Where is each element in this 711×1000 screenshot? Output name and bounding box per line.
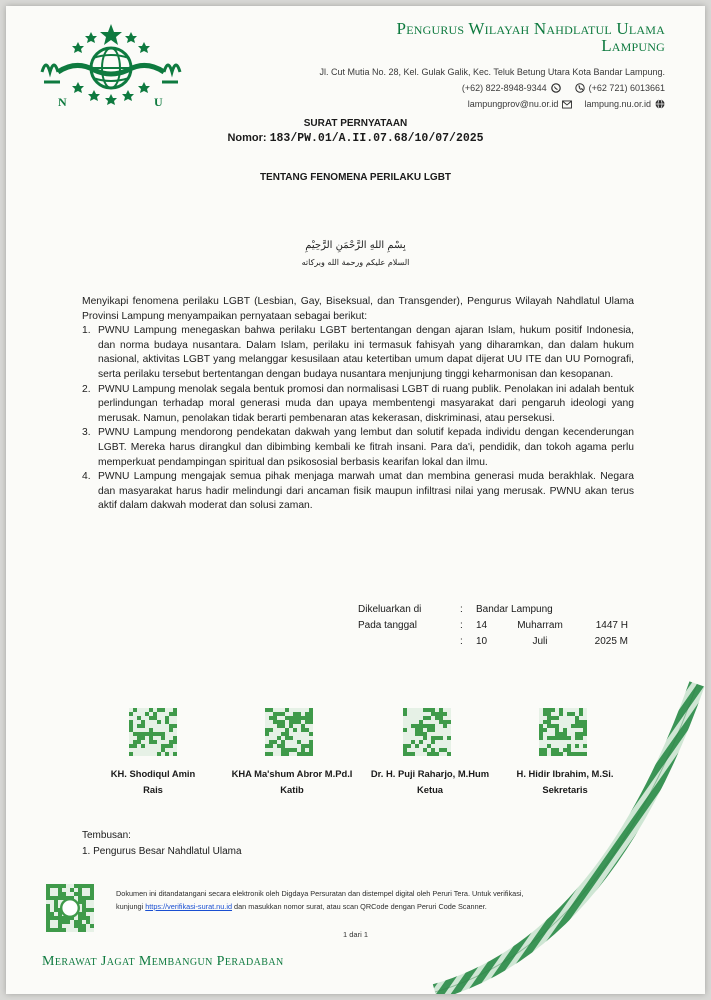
- globe-icon: [655, 99, 665, 109]
- nu-logo: [36, 20, 186, 110]
- issued-place: Bandar Lampung: [476, 604, 553, 615]
- hijri-month: Muharram: [517, 620, 563, 631]
- letter-page: [6, 6, 705, 994]
- statement-point: 2. PWNU Lampung menolak segala bentuk promosi dan normalisasi LGBT di ruang publik. Penolakan ini adalah bentuk perlindungan terhadap moral generasi muda dan upaya membentengi masyarakat dari pengaruh ideologi yang merusak. Namun, penolakan tidak berarti pembenaran atas kekerasan, diskriminasi, atau persekusi.: [82, 383, 634, 424]
- doc-number: [6, 132, 705, 145]
- phone-mobile: (+62) 822-8948-9344: [461, 83, 547, 93]
- org-address: [319, 64, 665, 112]
- svg-text:N: N: [58, 95, 67, 109]
- signatory-rais: KH. Shodiqul Amin Rais: [110, 768, 196, 795]
- page-number: 1 dari 1: [342, 930, 369, 939]
- salam: السلام عليكم ورحمة الله وبركاته: [301, 258, 410, 267]
- verification-qr-code: [46, 884, 94, 932]
- statement-intro: Menyikapi fenomena perilaku LGBT (Lesbian, Gay, Biseksual, dan Transgender), Pengurus Wilayah Nahdlatul Ulama Provinsi Lampung menyampaikan pernyataan sebagai berikut:: [82, 296, 634, 322]
- signature-qr-code: [265, 708, 313, 756]
- hijri-year: 1447 H: [595, 620, 628, 631]
- greg-month: Juli: [532, 636, 548, 647]
- doc-type: SURAT PERNYATAAN: [303, 118, 408, 129]
- tagline: Merawat Jagat Membangun Peradaban: [42, 954, 284, 969]
- issued-months: [508, 618, 572, 650]
- statement-point: 1. PWNU Lampung menegaskan bahwa perilaku LGBT bertentangan dengan ajaran Islam, hukum positif Indonesia, dan norma budaya nusantara. Dalam Islam, perilaku ini termasuk fahisyah yang diharamkan, dan dalam hukum nasional, aktivitas LGBT yang melanggar kesusilaan atau ketertiban umum dapat dijerat UU ITE dan UU Pornografi, serta perilaku tersebut bertentangan dengan budaya nusantara menjunjung tinggi keharmonisan dan kesopanan.: [82, 325, 634, 380]
- statement-point: 4. PWNU Lampung mengajak semua pihak menjaga marwah umat dan membina generasi muda berakhlak. Negara dan masyarakat harus hadir melindungi dari ancaman fisik maupun infiltrasi nilai yang merusak. PWNU akan terus aktif dalam dakwah moderat dan solusi zaman.: [82, 471, 634, 512]
- email-icon: [562, 99, 572, 109]
- issued-years: [580, 618, 628, 650]
- org-name: [397, 20, 665, 54]
- hijri-day: 14: [476, 620, 488, 631]
- signatory-katib: KHA Ma'shum Abror M.Pd.I Katib: [231, 768, 353, 795]
- org-name-line2: Lampung: [601, 36, 665, 55]
- greg-day: 10: [476, 636, 488, 647]
- statement-point: 3. PWNU Lampung mendorong pendekatan dakwah yang lembut dan solutif kepada individu dengan kecenderungan LGBT. Mereka harus dirangkul dan dibimbing kembali ke fitrah insani. Para da'i, pendidik, dan tokoh agama perlu memperkuat pendampingan spiritual dan psikososial berbasis kearifan lokal dan ilmu.: [82, 427, 634, 468]
- tembusan-label: Tembusan:: [82, 830, 131, 841]
- basmala: بِسْمِ اللهِ الرَّحْمَنِ الرَّحِيْمِ: [305, 240, 406, 251]
- issued-labels: [358, 602, 421, 634]
- issued-date-label: Pada tanggal: [358, 620, 417, 631]
- verification-note: Dokumen ini ditandatangani secara elektronik oleh Digdaya Persuratan dan distempel digital oleh Peruri Tera. Untuk verifikasi, kunjungi https://verifikasi-surat.nu.id dan masukkan nomor surat, atau scan QRCode dengan Peruri Code Scanner.: [116, 889, 524, 911]
- signatory-sekretaris: H. Hidir Ibrahim, M.Si. Sekretaris: [516, 768, 614, 795]
- tembusan: [82, 828, 242, 860]
- rope-ornament: [405, 674, 705, 994]
- phone-office: (+62 721) 6013661: [588, 83, 665, 93]
- statement-body: [82, 295, 634, 514]
- greg-year: 2025 M: [594, 636, 628, 647]
- signatory-ketua: Dr. H. Puji Raharjo, M.Hum Ketua: [370, 768, 490, 795]
- signature-qr-code: [129, 708, 177, 756]
- website: lampung.nu.or.id: [584, 99, 651, 109]
- doc-number-label: Nomor:: [227, 132, 267, 144]
- svg-text:U: U: [154, 95, 163, 109]
- email-address: lampungprov@nu.or.id: [467, 99, 559, 109]
- phone-icon: [575, 83, 585, 93]
- verification-link[interactable]: https://verifikasi-surat.nu.id: [145, 902, 233, 911]
- org-name-line1: Pengurus Wilayah Nahdlatul Ulama: [396, 19, 665, 38]
- tembusan-item: 1. Pengurus Besar Nahdlatul Ulama: [82, 846, 242, 857]
- issued-place-label: Dikeluarkan di: [358, 604, 422, 615]
- phone-row: [319, 80, 665, 96]
- whatsapp-icon: [551, 83, 561, 93]
- issued-colons: : : :: [460, 604, 463, 647]
- statement-points: [82, 324, 634, 514]
- doc-number-value: 183/PW.01/A.II.07.68/10/07/2025: [269, 132, 484, 145]
- web-row: [319, 96, 665, 112]
- address-line: Jl. Cut Mutia No. 28, Kel. Gulak Galik, Kec. Teluk Betung Utara Kota Bandar Lampung.: [319, 67, 665, 77]
- doc-subject: TENTANG FENOMENA PERILAKU LGBT: [259, 172, 452, 183]
